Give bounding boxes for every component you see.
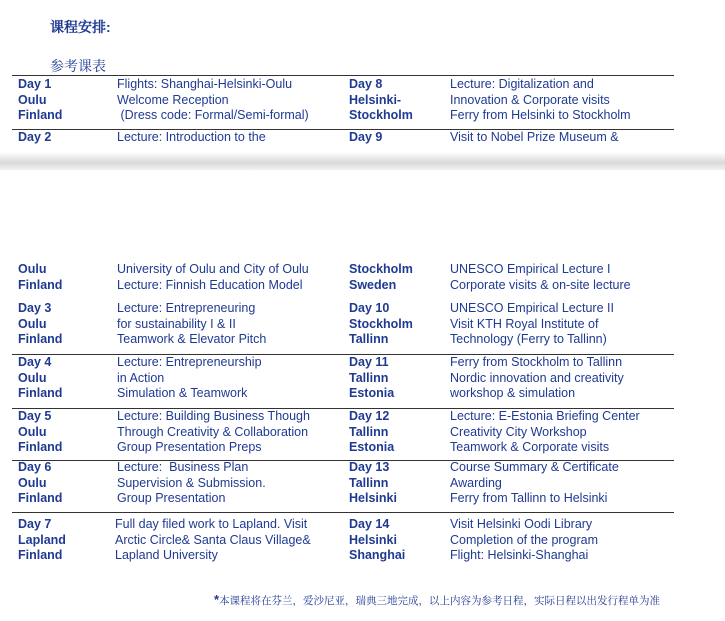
cell-line: University of Oulu and City of Oulu xyxy=(117,262,309,276)
cell-line: Lecture: Entrepreneurship xyxy=(117,355,262,369)
cell-line: Innovation & Corporate visits xyxy=(450,92,610,107)
left-day-cell xyxy=(18,77,62,124)
left-desc-cell xyxy=(115,517,311,564)
left-day-cell xyxy=(18,130,51,146)
left-day-cell xyxy=(18,517,66,564)
cell-line: Day 7 xyxy=(18,517,52,531)
cell-line: Stockholm xyxy=(349,108,413,122)
left-desc-cell xyxy=(117,77,309,124)
cell-line: Oulu xyxy=(18,424,47,439)
cell-line: Through Creativity & Collaboration xyxy=(117,424,309,439)
cell-line: Group Presentation Preps xyxy=(117,440,262,454)
cell-line: Day 8 xyxy=(349,77,383,91)
cell-line: Lecture: Introduction to the xyxy=(117,130,266,144)
cell-line: Lecture: E-Estonia Briefing Center xyxy=(450,409,640,423)
cell-line: Day 6 xyxy=(18,460,52,474)
cell-line: Lecture: Building Business Though xyxy=(117,409,310,423)
left-desc-cell xyxy=(117,409,310,456)
cell-line: UNESCO Empirical Lecture II xyxy=(450,301,614,315)
cell-line: Visit KTH Royal Institute of xyxy=(450,316,599,331)
cell-line: Day 1 xyxy=(18,77,52,91)
left-desc-cell xyxy=(117,355,262,402)
cell-line: Stockholm xyxy=(349,262,413,276)
cell-line: Technology (Ferry to Tallinn) xyxy=(450,332,607,346)
cell-line: Lecture: Finnish Education Model xyxy=(117,277,303,292)
cell-line: Estonia xyxy=(349,386,395,400)
cell-line: Corporate visits & on-site lecture xyxy=(450,277,631,292)
left-desc-cell xyxy=(117,460,266,507)
cell-line: Lecture: Digitalization and xyxy=(450,77,594,91)
cell-line: Welcome Reception xyxy=(117,92,229,107)
cell-line: workshop & simulation xyxy=(450,386,576,400)
cell-line: UNESCO Empirical Lecture I xyxy=(450,262,611,276)
right-day-cell xyxy=(349,517,405,564)
cell-line: Finland xyxy=(18,108,63,122)
cell-line: (Dress code: Formal/Semi-formal) xyxy=(117,108,309,122)
left-desc-cell xyxy=(117,130,266,146)
cell-line: Finland xyxy=(18,386,63,400)
page-heading: 课程安排: xyxy=(50,19,111,35)
right-day-cell xyxy=(349,130,382,146)
cell-line: Shanghai xyxy=(349,548,406,562)
cell-line: Flights: Shanghai-Helsinki-Oulu xyxy=(117,77,293,91)
right-desc-cell xyxy=(450,517,598,564)
cell-line: for sustainability I & II xyxy=(117,316,236,331)
cell-line: Course Summary & Certificate xyxy=(450,460,619,474)
cell-line: Lecture: Entrepreneuring xyxy=(117,301,256,315)
left-day-cell xyxy=(18,262,62,293)
cell-line: Tallinn xyxy=(349,424,389,439)
row-divider xyxy=(12,512,674,513)
cell-line: Lapland xyxy=(18,532,66,547)
footnote-star: * xyxy=(214,592,220,607)
cell-line: Tallinn xyxy=(349,370,389,385)
cell-line: Finland xyxy=(18,548,63,562)
cell-line: Finland xyxy=(18,332,63,346)
cell-line: Day 9 xyxy=(349,130,383,144)
right-desc-cell xyxy=(450,301,614,348)
cell-line: Sweden xyxy=(349,277,397,292)
right-day-cell xyxy=(349,355,394,402)
cell-line: Oulu xyxy=(18,262,47,276)
cell-line: Ferry from Tallinn to Helsinki xyxy=(450,491,608,505)
schedule-subheading: 参考课表 xyxy=(50,58,106,74)
cell-line: Lapland University xyxy=(115,548,218,562)
page-break-band xyxy=(0,152,725,170)
cell-line: Finland xyxy=(18,491,63,505)
cell-line: Oulu xyxy=(18,370,47,385)
cell-line: Flight: Helsinki-Shanghai xyxy=(450,548,589,562)
cell-line: Stockholm xyxy=(349,316,413,331)
cell-line: Tallinn xyxy=(349,332,389,346)
cell-line: Creativity City Workshop xyxy=(450,424,587,439)
left-desc-cell xyxy=(117,301,266,348)
right-day-cell xyxy=(349,301,413,348)
cell-line: Oulu xyxy=(18,92,47,107)
cell-line: Nordic innovation and creativity xyxy=(450,370,624,385)
cell-line: Finland xyxy=(18,440,63,454)
cell-line: Full day filed work to Lapland. Visit xyxy=(115,517,308,531)
cell-line: Day 10 xyxy=(349,301,390,315)
cell-line: Lecture: Business Plan xyxy=(117,460,249,474)
cell-line: Day 5 xyxy=(18,409,52,423)
cell-line: Day 13 xyxy=(349,460,390,474)
cell-line: Helsinki xyxy=(349,491,397,505)
cell-line: Awarding xyxy=(450,475,502,490)
cell-line: Estonia xyxy=(349,440,395,454)
cell-line: Oulu xyxy=(18,316,47,331)
cell-line: Tallinn xyxy=(349,475,389,490)
cell-line: Teamwork & Corporate visits xyxy=(450,440,610,454)
cell-line: Supervision & Submission. xyxy=(117,475,266,490)
right-desc-cell xyxy=(450,77,631,124)
left-desc-cell xyxy=(117,262,309,293)
cell-line: Day 2 xyxy=(18,130,52,144)
cell-line: Day 4 xyxy=(18,355,52,369)
cell-line: Day 3 xyxy=(18,301,52,315)
table-top-border xyxy=(12,75,674,76)
left-day-cell xyxy=(18,460,62,507)
cell-line: Ferry from Stockholm to Tallinn xyxy=(450,355,623,369)
cell-line: Visit Helsinki Oodi Library xyxy=(450,517,593,531)
cell-line: Day 11 xyxy=(349,355,389,369)
footnote-text: 本课程将在芬兰，爱沙尼亚，瑞典三地完成，以上内容为参考日程，实际日程以出发行程单为准 xyxy=(219,595,661,607)
right-day-cell xyxy=(349,409,394,456)
cell-line: Day 12 xyxy=(349,409,390,423)
cell-line: Teamwork & Elevator Pitch xyxy=(117,332,267,346)
left-day-cell xyxy=(18,409,62,456)
cell-line: Helsinki- xyxy=(349,92,402,107)
cell-line: Simulation & Teamwork xyxy=(117,386,248,400)
right-desc-cell xyxy=(450,460,619,507)
cell-line: Group Presentation xyxy=(117,491,226,505)
cell-line: Finland xyxy=(18,277,63,292)
right-desc-cell xyxy=(450,355,624,402)
right-desc-cell xyxy=(450,262,631,293)
right-desc-cell xyxy=(450,130,619,146)
right-day-cell xyxy=(349,460,397,507)
right-day-cell xyxy=(349,262,413,293)
right-desc-cell xyxy=(450,409,640,456)
cell-line: Helsinki xyxy=(349,532,397,547)
left-day-cell xyxy=(18,355,62,402)
cell-line: Ferry from Helsinki to Stockholm xyxy=(450,108,631,122)
cell-line: Day 14 xyxy=(349,517,390,531)
cell-line: Oulu xyxy=(18,475,47,490)
cell-line: Visit to Nobel Prize Museum & xyxy=(450,130,619,144)
cell-line: Arctic Circle& Santa Claus Village& xyxy=(115,532,311,547)
footnote xyxy=(214,592,660,608)
cell-line: in Action xyxy=(117,370,165,385)
cell-line: Completion of the program xyxy=(450,532,598,547)
left-day-cell xyxy=(18,301,62,348)
right-day-cell xyxy=(349,77,413,124)
